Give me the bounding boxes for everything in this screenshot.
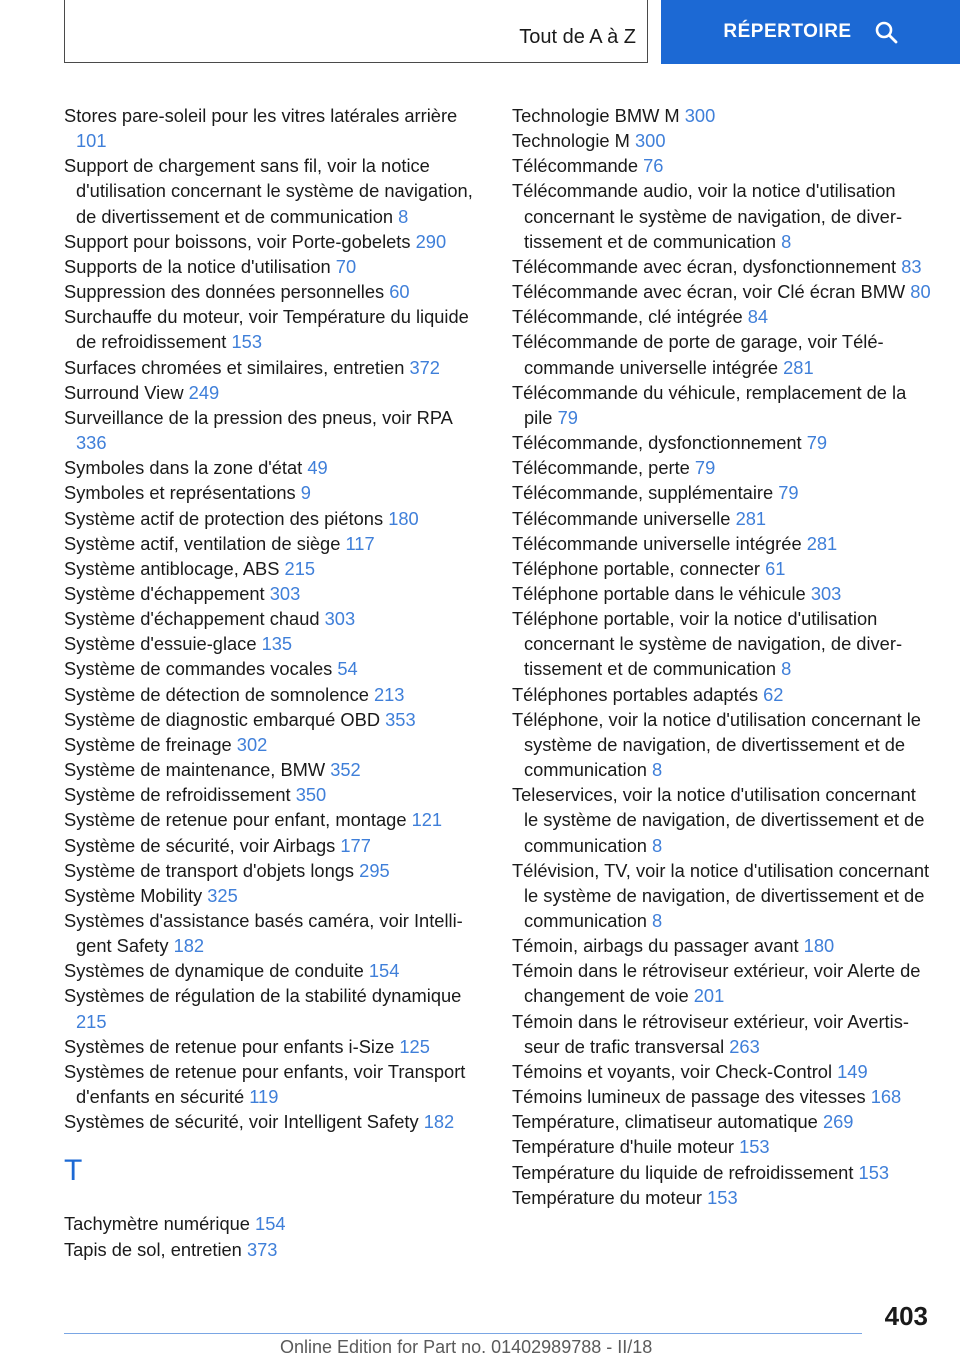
page-number: 403 [884, 1301, 928, 1331]
index-entry [512, 1185, 932, 1210]
index-entry [64, 506, 484, 531]
index-entry [64, 908, 484, 958]
index-page-link[interactable]: 281 [735, 507, 767, 529]
index-page-link[interactable]: 80 [910, 281, 931, 303]
index-entry-text: Système de sécurité, voir Airbags [64, 834, 336, 856]
index-entry [64, 1059, 484, 1109]
index-entry [512, 254, 932, 279]
index-page-link[interactable]: 336 [76, 432, 107, 454]
index-page-link[interactable]: 290 [415, 230, 447, 252]
index-entry-text: Télécommande, clé intégrée [512, 306, 743, 328]
index-entry [64, 153, 484, 228]
index-entry-text: Télécommande du véhicule, remplacement de la pile [512, 381, 907, 428]
index-page-link[interactable]: 101 [76, 130, 107, 152]
index-page-link[interactable]: 119 [249, 1086, 279, 1108]
index-page-link[interactable]: 54 [337, 658, 358, 680]
index-entry [64, 229, 484, 254]
index-entry-text: Technologie M [512, 130, 630, 152]
index-entry-text: Support de chargement sans fil, voir la notice d'utilisation concernant le système de navigation, de divertissement et de communication [64, 155, 473, 227]
index-page-link[interactable]: 303 [324, 608, 356, 630]
index-page-link[interactable]: 79 [557, 406, 578, 428]
index-column-left [64, 103, 484, 1262]
index-page-link[interactable]: 8 [652, 759, 663, 781]
index-entry-text: Téléphone portable dans le véhicule [512, 582, 806, 604]
index-page-link[interactable]: 79 [694, 457, 716, 479]
tab-repertoire[interactable] [661, 0, 960, 64]
index-entry-text: Système de commandes vocales [64, 658, 333, 680]
index-entry [64, 1034, 484, 1059]
index-page-link[interactable]: 76 [643, 155, 664, 177]
index-entry-text: Témoin dans le rétroviseur extérieur, voir Avertisseur de trafic transversal [512, 1010, 909, 1057]
index-page-link[interactable]: 121 [411, 809, 443, 831]
index-entry-text: Système de détection de somnolence [64, 683, 369, 705]
index-entry-text: Tapis de sol, entretien [64, 1238, 242, 1260]
index-page-link[interactable]: 300 [634, 130, 666, 152]
index-page-link[interactable]: 153 [707, 1186, 738, 1208]
index-entry-text: Surveillance de la pression des pneus, voir RPA [64, 406, 452, 428]
index-entry [64, 958, 484, 983]
index-entry [64, 833, 484, 858]
index-page-link[interactable]: 180 [388, 507, 419, 529]
index-entry-text: Système Mobility [64, 884, 203, 906]
index-page-link[interactable]: 149 [837, 1060, 868, 1082]
index-page-link[interactable]: 168 [870, 1086, 902, 1108]
index-entry-text: Systèmes d'assistance basés caméra, voir Intelligent Safety [64, 910, 463, 957]
index-entry-text: Stores pare-soleil pour les vitres latérales arrière [64, 105, 458, 126]
index-page-link[interactable]: 215 [284, 557, 316, 579]
index-entry [64, 531, 484, 556]
index-entry-text: Température, climatiseur automatique [512, 1111, 818, 1133]
index-entry-text: Télécommande, supplémentaire [512, 482, 774, 504]
index-entry [64, 757, 484, 782]
index-page-link[interactable]: 153 [858, 1161, 890, 1183]
index-page-link[interactable]: 281 [783, 356, 814, 378]
index-entry-text: Télécommande universelle intégrée [512, 532, 802, 554]
index-page-link[interactable]: 83 [901, 255, 922, 277]
index-page-link[interactable]: 154 [255, 1213, 286, 1235]
index-entry [512, 279, 932, 304]
index-entry-text: Système de retenue pour enfant, montage [64, 809, 407, 831]
index-page-link[interactable]: 201 [693, 985, 725, 1007]
index-page-link[interactable]: 372 [409, 356, 440, 378]
index-entry [512, 581, 932, 606]
index-page-link[interactable]: 302 [236, 733, 268, 755]
index-entry-text: Système actif, ventilation de siège [64, 532, 341, 554]
index-page-link[interactable]: 269 [822, 1111, 854, 1133]
index-entry [512, 531, 932, 556]
section-letter-t: T [64, 1154, 83, 1188]
index-entry-text: Systèmes de régulation de la stabilité dynamique [64, 985, 462, 1007]
index-page-link[interactable]: 180 [803, 935, 835, 957]
index-entry [512, 556, 932, 581]
index-entry [512, 707, 932, 782]
index-entry-text: Télévision, TV, voir la notice d'utilisation concernant le système de navigation, de divertissement et de communication [512, 859, 930, 931]
index-entry-text: Télécommande de porte de garage, voir Télécommande universelle intégrée [512, 331, 884, 378]
index-page-link[interactable]: 281 [806, 532, 838, 554]
index-entry-text: Système de refroidissement [64, 784, 291, 806]
index-entry [512, 782, 932, 857]
index-page-link[interactable]: 49 [307, 457, 328, 479]
index-page-link[interactable]: 263 [729, 1035, 760, 1057]
index-page-link[interactable]: 70 [335, 255, 357, 277]
index-entry [512, 430, 932, 455]
index-page-link[interactable]: 8 [781, 658, 792, 680]
index-entry-text: Télécommande [512, 155, 638, 177]
index-page-link[interactable]: 84 [747, 306, 769, 328]
index-entry [64, 556, 484, 581]
index-page-link[interactable]: 353 [385, 708, 416, 730]
index-entry [64, 707, 484, 732]
index-entry-text: Surround View [64, 381, 184, 403]
index-entry [64, 405, 484, 455]
index-entry-text: Téléphone portable, connecter [512, 557, 760, 579]
index-entry-text: Symboles dans la zone d'état [64, 457, 303, 479]
index-entry [64, 883, 484, 908]
index-entry [64, 581, 484, 606]
index-entry [64, 380, 484, 405]
index-entry-text: Téléphone portable, voir la notice d'utilisation concernant le système de navigation, de divertissement et de communication [512, 608, 903, 680]
index-entry-text: Témoins lumineux de passage des vitesses [512, 1086, 866, 1108]
index-entry [64, 254, 484, 279]
index-entry-text: Système de maintenance, BMW [64, 759, 326, 781]
index-entry-text: Surfaces chromées et similaires, entretien [64, 356, 405, 378]
index-entry-text: Systèmes de retenue pour enfants i-Size [64, 1035, 395, 1057]
index-entry-text: Télécommande avec écran, dysfonctionnement [512, 255, 897, 277]
index-entry-text: Systèmes de sécurité, voir Intelligent Safety [64, 1111, 419, 1133]
index-entry [64, 983, 484, 1033]
index-page-link[interactable]: 350 [295, 784, 327, 806]
index-page-link[interactable]: 60 [389, 281, 410, 303]
index-entry [64, 304, 484, 354]
tab-repertoire-label: RÉPERTOIRE [723, 21, 852, 42]
index-entry [512, 304, 932, 329]
index-entry [512, 933, 932, 958]
index-entry-text: Système de freinage [64, 733, 232, 755]
index-page-link[interactable]: 373 [246, 1238, 278, 1260]
index-entry [512, 1084, 932, 1109]
index-page-link[interactable]: 135 [261, 633, 293, 655]
index-entry [512, 858, 932, 933]
index-entry [512, 153, 932, 178]
index-entry [512, 958, 932, 1008]
index-entry [64, 682, 484, 707]
index-entry [512, 128, 932, 153]
index-entry [512, 1160, 932, 1185]
index-entry-text: Suppression des données personnelles [64, 281, 385, 303]
index-page-link[interactable]: 8 [781, 230, 792, 252]
index-entry [64, 631, 484, 656]
index-entry-text: Télécommande audio, voir la notice d'utilisation concernant le système de navigation, de divertissement et de communication [512, 180, 903, 252]
index-entry-text: Température du moteur [512, 1186, 703, 1208]
index-entry-text: Témoin dans le rétroviseur extérieur, voir Alerte de changement de voie [512, 960, 921, 1007]
index-entry [64, 606, 484, 631]
index-list-s [64, 103, 484, 1134]
index-entry-text: Système de transport d'objets longs [64, 859, 355, 881]
index-entry-text: Témoin, airbags du passager avant [512, 935, 799, 957]
index-entry-text: Système d'essuie-glace [64, 633, 257, 655]
index-entry-text: Systèmes de dynamique de conduite [64, 960, 364, 982]
index-entry [64, 1237, 484, 1262]
index-entry-text: Systèmes de retenue pour enfants, voir Transport d'enfants en sécurité [64, 1060, 466, 1108]
index-entry [512, 1059, 932, 1084]
index-entry [64, 279, 484, 304]
index-entry-text: Système actif de protection des piétons [64, 507, 384, 529]
footer-edition-text: Online Edition for Part no. 01402989788 - II/18 [280, 1337, 653, 1357]
index-page-link[interactable]: 153 [231, 331, 262, 353]
index-page-link[interactable]: 303 [269, 582, 301, 604]
index-entry [64, 656, 484, 681]
index-entry [64, 782, 484, 807]
index-entry [64, 1109, 484, 1134]
index-entry [512, 1109, 932, 1134]
index-entry-text: Symboles et représentations [64, 482, 296, 504]
index-page-link[interactable]: 325 [207, 884, 238, 906]
index-page-link[interactable]: 61 [765, 557, 786, 579]
index-page-link[interactable]: 154 [368, 960, 400, 982]
index-entry-text: Témoins et voyants, voir Check-Control [512, 1060, 833, 1082]
index-page-link[interactable]: 352 [330, 759, 361, 781]
index-entry-text: Téléphone, voir la notice d'utilisation concernant le système de navigation, de divertissement et de communication [512, 708, 921, 781]
index-page-link[interactable]: 213 [373, 683, 405, 705]
footer-divider [64, 1333, 862, 1334]
index-page-link[interactable]: 9 [300, 482, 311, 504]
index-page-link[interactable]: 177 [340, 834, 371, 856]
index-entry-text: Supports de la notice d'utilisation [64, 255, 331, 277]
index-page-link[interactable]: 300 [684, 105, 716, 126]
index-entry-text: Système de diagnostic embarqué OBD [64, 708, 381, 730]
index-entry [64, 480, 484, 505]
index-page-link[interactable]: 182 [173, 935, 205, 957]
index-entry [64, 455, 484, 480]
index-entry [64, 858, 484, 883]
index-entry [64, 1211, 484, 1236]
index-page-link[interactable]: 8 [652, 910, 663, 931]
index-page-link[interactable]: 303 [810, 582, 842, 604]
index-entry [512, 380, 932, 430]
index-page-link[interactable]: 79 [778, 482, 799, 504]
index-entry [512, 480, 932, 505]
index-page-link[interactable]: 8 [398, 205, 409, 227]
index-list-t-continued [512, 103, 932, 1210]
search-icon[interactable] [874, 20, 898, 44]
index-entry-text: Surchauffe du moteur, voir Température du liquide de refroidissement [64, 306, 469, 353]
index-entry [512, 1009, 932, 1059]
index-entry [64, 732, 484, 757]
index-entry-text: Système d'échappement chaud [64, 608, 320, 630]
index-entry-text: Température du liquide de refroidissement [512, 1161, 854, 1183]
index-entry-text: Teleservices, voir la notice d'utilisation concernant le système de navigation, de divertissement et de communication [512, 784, 925, 856]
index-entry [512, 682, 932, 707]
index-entry [512, 1134, 932, 1159]
index-entry-text: Support pour boissons, voir Porte-gobelets [64, 230, 411, 252]
index-page-link[interactable]: 182 [423, 1111, 455, 1133]
index-entry-text: Système antiblocage, ABS [64, 557, 280, 579]
index-entry-text: Téléphones portables adaptés [512, 683, 758, 705]
index-page-link[interactable]: 117 [345, 532, 375, 554]
index-page-link[interactable]: 62 [763, 683, 784, 705]
tab-tout-de-a-a-z[interactable]: Tout de A à Z [519, 26, 636, 48]
index-page-link[interactable]: 79 [806, 432, 828, 454]
index-entry [512, 506, 932, 531]
index-page-link[interactable]: 153 [739, 1136, 770, 1158]
index-entry-text: Télécommande, perte [512, 457, 690, 479]
index-page-link[interactable]: 295 [359, 859, 390, 881]
index-entry [512, 455, 932, 480]
index-entry [512, 103, 932, 128]
index-entry-text: Tachymètre numérique [64, 1213, 250, 1235]
index-entry [64, 103, 484, 153]
index-page-link[interactable]: 125 [399, 1035, 430, 1057]
index-entry [64, 355, 484, 380]
index-page-link[interactable]: 215 [76, 1010, 107, 1032]
index-entry-text: Technologie BMW M [512, 105, 680, 126]
index-list-t [64, 1211, 484, 1261]
index-entry-text: Télécommande avec écran, voir Clé écran BMW [512, 281, 906, 303]
index-entry-text: Température d'huile moteur [512, 1136, 734, 1158]
index-entry-text: Télécommande, dysfonctionnement [512, 432, 802, 454]
index-entry [64, 807, 484, 832]
index-entry [512, 178, 932, 253]
index-page-link[interactable]: 249 [188, 381, 220, 403]
index-column-right [512, 103, 932, 1210]
index-entry-text: Système d'échappement [64, 582, 265, 604]
index-entry [512, 329, 932, 379]
index-entry [512, 606, 932, 681]
index-entry-text: Télécommande universelle [512, 507, 731, 529]
index-page-link[interactable]: 8 [652, 834, 663, 856]
